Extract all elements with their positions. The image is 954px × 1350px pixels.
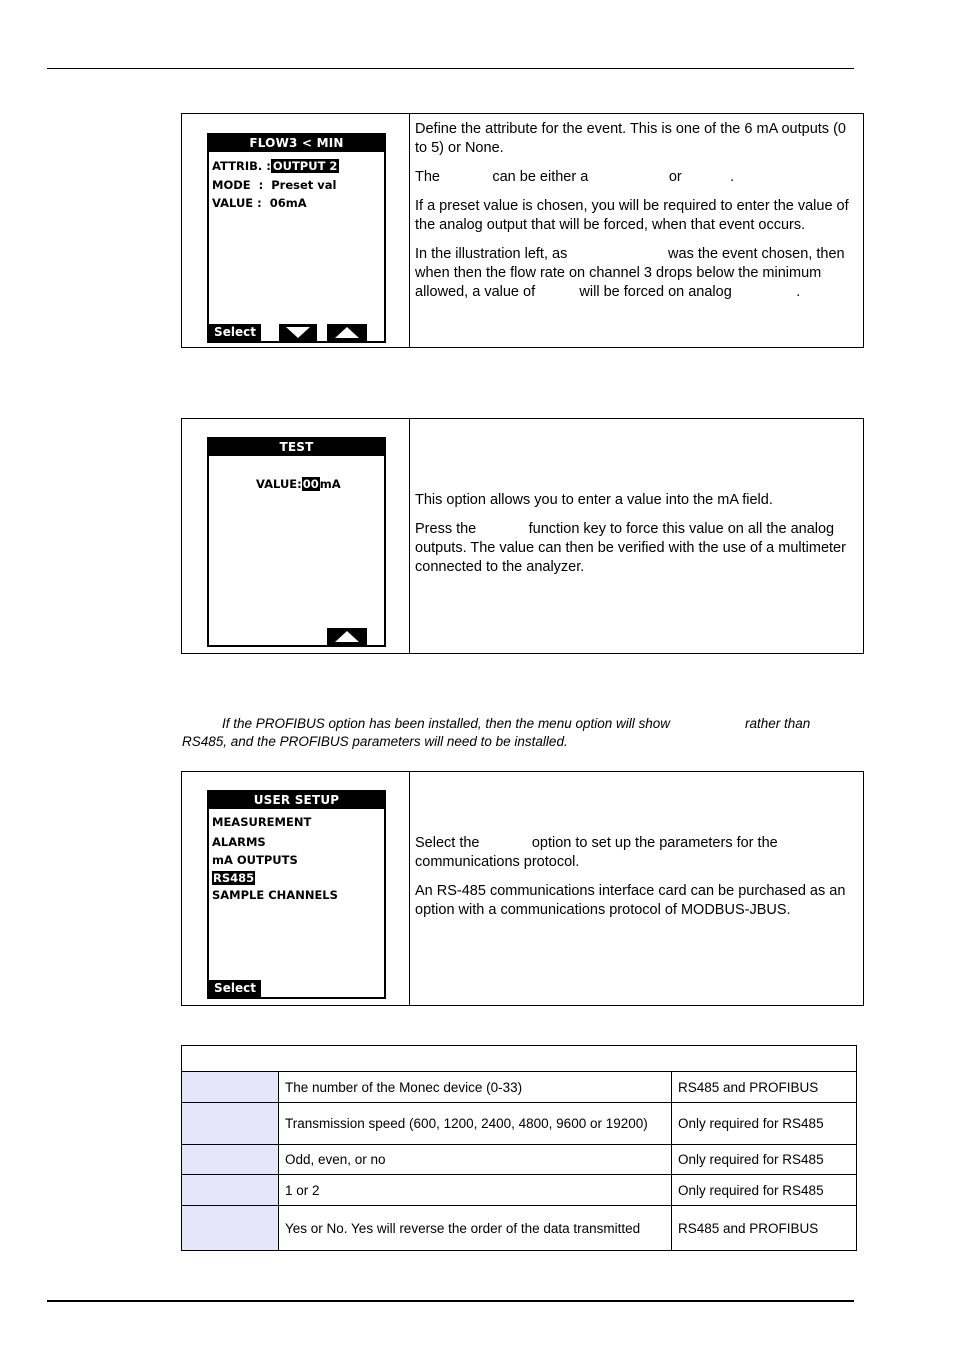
screen-cell bbox=[182, 419, 410, 653]
value-field[interactable]: 00 bbox=[302, 477, 319, 491]
up-softkey[interactable] bbox=[327, 628, 367, 645]
description bbox=[415, 834, 853, 930]
paragraph: In the illustration left, as was the event chosen, then when then the flow rate on channel 3 drops below the minimum allowed, a value of will be forced on analog . bbox=[415, 246, 849, 300]
communication-parameters-table bbox=[181, 1045, 857, 1251]
arrow-up-icon bbox=[335, 631, 359, 642]
table-row bbox=[182, 1103, 857, 1145]
note-line: RS485, and the PROFIBUS parameters will need to be installed. bbox=[182, 734, 568, 749]
lcd-screen-test bbox=[207, 437, 386, 647]
table-header bbox=[182, 1046, 857, 1072]
value-unit: mA bbox=[319, 477, 341, 491]
select-softkey[interactable]: Select bbox=[209, 980, 261, 997]
param-scope: RS485 and PROFIBUS bbox=[672, 1072, 857, 1103]
arrow-up-icon bbox=[335, 327, 359, 338]
attrib-label: ATTRIB. : bbox=[212, 159, 271, 173]
description bbox=[415, 120, 853, 312]
lcd-screen-flow3 bbox=[207, 133, 386, 343]
screen-title: FLOW3 < MIN bbox=[209, 135, 384, 152]
value-line: VALUE : 06mA bbox=[212, 196, 307, 210]
note-line: If the PROFIBUS option has been installed, then the menu option will show rather than bbox=[222, 716, 811, 731]
paragraph: An RS-485 communications interface card can be purchased as an option with a communications protocol of MODBUS-JBUS. bbox=[415, 883, 846, 918]
param-description: Odd, even, or no bbox=[279, 1145, 672, 1175]
footer-rule bbox=[47, 1300, 854, 1302]
select-softkey[interactable]: Select bbox=[209, 324, 261, 341]
table-row bbox=[182, 1206, 857, 1251]
paragraph: Press the function key to force this value on all the analog outputs. The value can then be verified with the use of a multimeter connected to the analyzer. bbox=[415, 521, 850, 575]
profibus-note bbox=[182, 715, 858, 751]
screen-cell bbox=[182, 114, 410, 347]
menu-item-ma-outputs[interactable]: mA OUTPUTS bbox=[212, 853, 298, 867]
down-softkey[interactable] bbox=[279, 324, 317, 341]
test-panel bbox=[181, 418, 864, 654]
paragraph: Select the option to set up the parameters for the communications protocol. bbox=[415, 835, 782, 870]
up-softkey[interactable] bbox=[327, 324, 367, 341]
param-description: Yes or No. Yes will reverse the order of the data transmitted bbox=[279, 1206, 672, 1251]
param-name bbox=[182, 1145, 279, 1175]
param-name bbox=[182, 1175, 279, 1206]
lcd-screen-user-setup bbox=[207, 790, 386, 999]
param-scope: RS485 and PROFIBUS bbox=[672, 1206, 857, 1251]
header-rule bbox=[47, 68, 854, 69]
table-header-row bbox=[182, 1046, 857, 1072]
param-description: Transmission speed (600, 1200, 2400, 4800, 9600 or 19200) bbox=[279, 1103, 672, 1145]
param-scope: Only required for RS485 bbox=[672, 1103, 857, 1145]
menu-item-measurement[interactable]: MEASUREMENT bbox=[212, 815, 312, 829]
table-row bbox=[182, 1072, 857, 1103]
value-label: VALUE: bbox=[256, 477, 302, 491]
arrow-down-icon bbox=[286, 327, 310, 338]
param-scope: Only required for RS485 bbox=[672, 1145, 857, 1175]
screen-cell bbox=[182, 772, 410, 1005]
param-description: The number of the Monec device (0-33) bbox=[279, 1072, 672, 1103]
user-setup-panel bbox=[181, 771, 864, 1006]
param-name bbox=[182, 1206, 279, 1251]
attrib-value[interactable]: OUTPUT 2 bbox=[272, 159, 338, 173]
table-row bbox=[182, 1175, 857, 1206]
menu-item-label: RS485 bbox=[213, 871, 255, 885]
screen-title: USER SETUP bbox=[209, 792, 384, 809]
param-scope: Only required for RS485 bbox=[672, 1175, 857, 1206]
event-attribute-panel bbox=[181, 113, 864, 348]
paragraph: The can be either a or . bbox=[415, 169, 735, 185]
paragraph: Define the attribute for the event. This is one of the 6 mA outputs (0 to 5) or None. bbox=[415, 121, 846, 156]
screen-title: TEST bbox=[209, 439, 384, 456]
menu-item-sample-channels[interactable]: SAMPLE CHANNELS bbox=[212, 888, 338, 902]
paragraph: If a preset value is chosen, you will be required to enter the value of the analog output that will be forced, when that event occurs. bbox=[415, 198, 849, 233]
description bbox=[415, 491, 853, 587]
attrib-line bbox=[212, 159, 339, 173]
table-row bbox=[182, 1145, 857, 1175]
mode-line: MODE : Preset val bbox=[212, 178, 337, 192]
menu-item-rs485[interactable] bbox=[212, 871, 255, 885]
paragraph: This option allows you to enter a value into the mA field. bbox=[415, 492, 773, 508]
menu-item-alarms[interactable]: ALARMS bbox=[212, 835, 266, 849]
param-name bbox=[182, 1072, 279, 1103]
value-line bbox=[256, 477, 341, 491]
param-name bbox=[182, 1103, 279, 1145]
param-description: 1 or 2 bbox=[279, 1175, 672, 1206]
